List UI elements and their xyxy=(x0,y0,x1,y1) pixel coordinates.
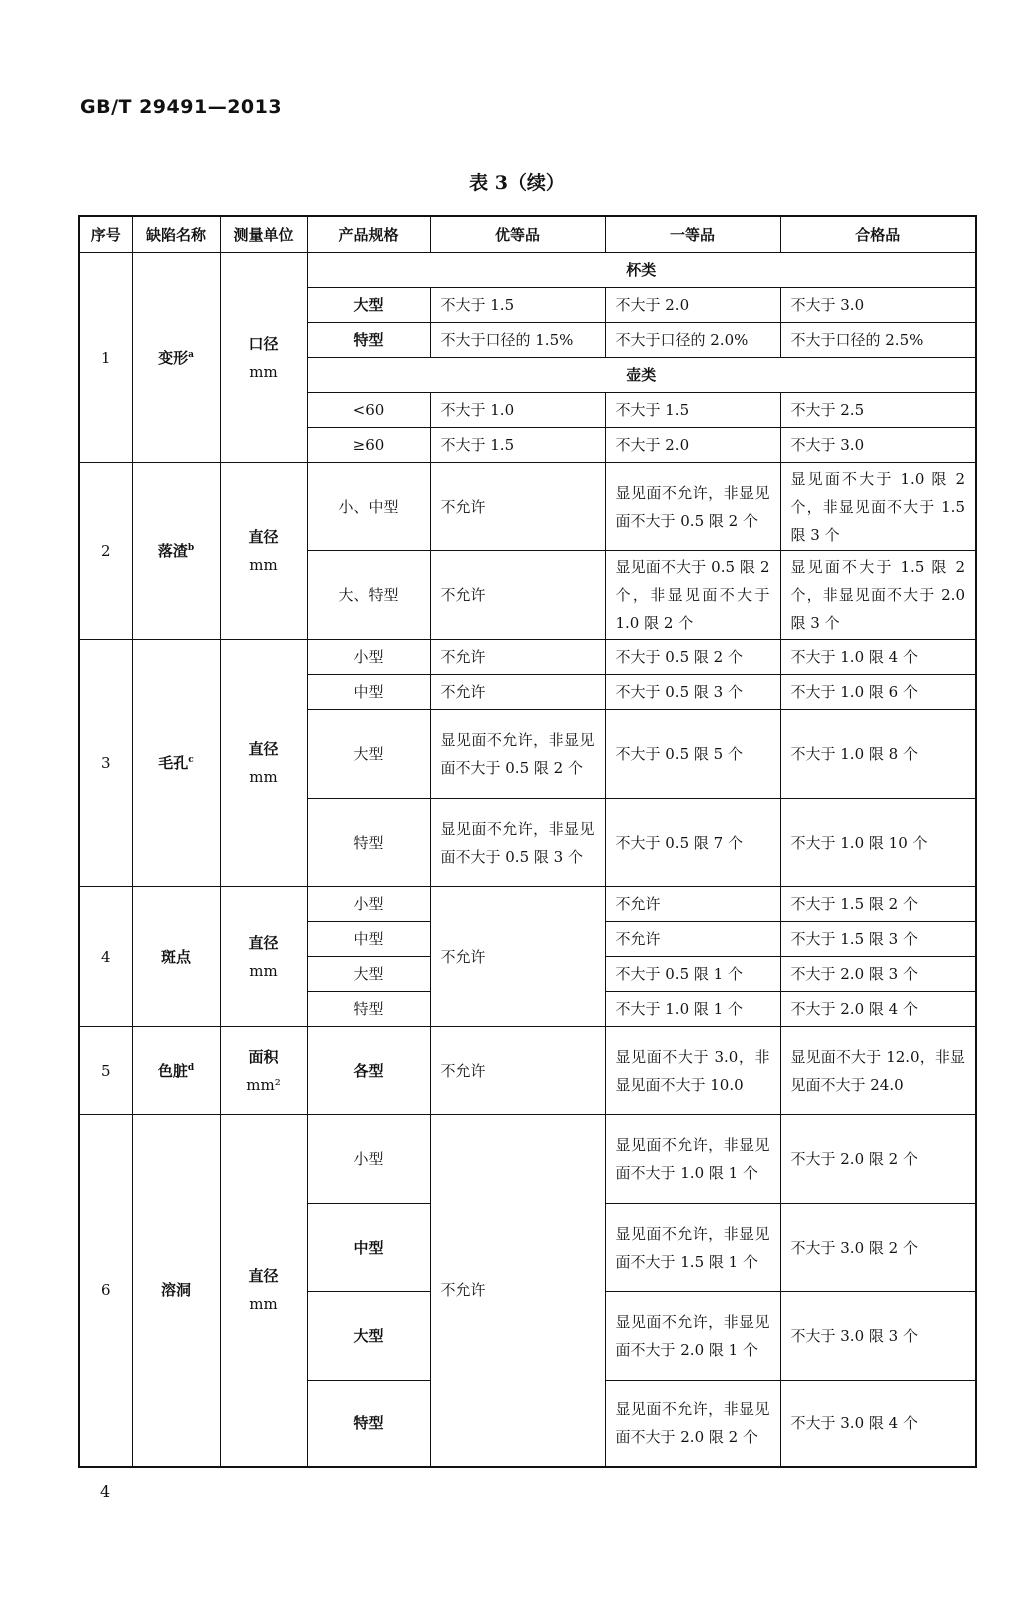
qualified-cell: 不大于 1.5 限 3 个 xyxy=(780,922,976,957)
standard-code: GB/T 29491—2013 xyxy=(80,96,283,118)
table-row xyxy=(79,463,976,551)
spec-cell: 小型 xyxy=(307,887,430,922)
qualified-cell: 不大于 1.0 限 6 个 xyxy=(780,675,976,710)
spec-cell: 大型 xyxy=(307,710,430,799)
first-cell: 显见面不允许，非显见面不大于 1.0 限 1 个 xyxy=(605,1115,780,1204)
spec-cell: 特型 xyxy=(307,323,430,358)
table-row xyxy=(79,640,976,675)
table-row xyxy=(79,1027,976,1115)
defect-name: 斑点 xyxy=(132,887,220,1027)
first-cell: 不大于 0.5 限 3 个 xyxy=(605,675,780,710)
measure-unit: 直径 mm xyxy=(220,887,307,1027)
qualified-cell: 不大于口径的 2.5% xyxy=(780,323,976,358)
first-cell: 显见面不允许，非显见面不大于 0.5 限 2 个 xyxy=(605,463,780,551)
first-cell: 不大于 0.5 限 5 个 xyxy=(605,710,780,799)
qualified-cell: 不大于 1.5 限 2 个 xyxy=(780,887,976,922)
first-cell: 显见面不允许，非显见面不大于 1.5 限 1 个 xyxy=(605,1204,780,1292)
qualified-cell: 不大于 3.0 xyxy=(780,428,976,463)
measure-unit: 面积 mm² xyxy=(220,1027,307,1115)
col-header: 优等品 xyxy=(430,216,605,253)
defect-name: 变形$^a$ xyxy=(132,253,220,463)
defect-no: 6 xyxy=(79,1115,132,1467)
superior-cell: 不允许 xyxy=(430,551,605,640)
defect-no: 3 xyxy=(79,640,132,887)
col-header: 合格品 xyxy=(780,216,976,253)
qualified-cell: 不大于 2.5 xyxy=(780,393,976,428)
first-cell: 显见面不大于 3.0，非显见面不大于 10.0 xyxy=(605,1027,780,1115)
superior-cell: 不允许 xyxy=(430,1115,605,1467)
spec-cell: 特型 xyxy=(307,992,430,1027)
superior-cell: 不允许 xyxy=(430,463,605,551)
defect-name: 溶洞 xyxy=(132,1115,220,1467)
col-header: 序号 xyxy=(79,216,132,253)
qualified-cell: 不大于 2.0 限 2 个 xyxy=(780,1115,976,1204)
spec-cell: 中型 xyxy=(307,922,430,957)
superior-cell: 不允许 xyxy=(430,1027,605,1115)
superior-cell: 不允许 xyxy=(430,675,605,710)
table-row xyxy=(79,1115,976,1204)
first-cell: 不大于 2.0 xyxy=(605,428,780,463)
defect-no: 1 xyxy=(79,253,132,463)
table-row xyxy=(79,253,976,288)
spec-cell: 大型 xyxy=(307,957,430,992)
qualified-cell: 不大于 3.0 限 3 个 xyxy=(780,1292,976,1381)
first-cell: 不大于 0.5 限 2 个 xyxy=(605,640,780,675)
first-cell: 显见面不大于 0.5 限 2 个，非显见面不大于 1.0 限 2 个 xyxy=(605,551,780,640)
qualified-cell: 不大于 1.0 限 8 个 xyxy=(780,710,976,799)
first-cell: 不大于 1.0 限 1 个 xyxy=(605,992,780,1027)
table-title: 表 3（续） xyxy=(469,172,565,194)
defect-no: 4 xyxy=(79,887,132,1027)
spec-cell: 特型 xyxy=(307,1381,430,1467)
spec-cell: <60 xyxy=(307,393,430,428)
measure-unit: 直径 mm xyxy=(220,463,307,640)
spec-cell: 中型 xyxy=(307,675,430,710)
first-cell: 不大于 1.5 xyxy=(605,393,780,428)
superior-cell: 不大于口径的 1.5% xyxy=(430,323,605,358)
superior-cell: 不大于 1.0 xyxy=(430,393,605,428)
qualified-cell: 不大于 2.0 限 3 个 xyxy=(780,957,976,992)
qualified-cell: 不大于 3.0 限 4 个 xyxy=(780,1381,976,1467)
col-header: 缺陷名称 xyxy=(132,216,220,253)
defect-name: 色脏$^d$ xyxy=(132,1027,220,1115)
superior-cell: 不允许 xyxy=(430,887,605,1027)
qualified-cell: 显见面不大于 1.0 限 2 个，非显见面不大于 1.5 限 3 个 xyxy=(780,463,976,551)
defect-no: 5 xyxy=(79,1027,132,1115)
col-header: 产品规格 xyxy=(307,216,430,253)
group-label: 杯类 xyxy=(307,253,976,288)
first-cell: 不允许 xyxy=(605,887,780,922)
superior-cell: 不大于 1.5 xyxy=(430,428,605,463)
qualified-cell: 不大于 1.0 限 10 个 xyxy=(780,799,976,887)
spec-cell: 大型 xyxy=(307,1292,430,1381)
first-cell: 不大于 0.5 限 1 个 xyxy=(605,957,780,992)
superior-cell: 显见面不允许，非显见面不大于 0.5 限 2 个 xyxy=(430,710,605,799)
defect-no: 2 xyxy=(79,463,132,640)
table-row xyxy=(79,887,976,922)
page-number: 4 xyxy=(100,1482,111,1501)
first-cell: 不大于口径的 2.0% xyxy=(605,323,780,358)
spec-cell: 大、特型 xyxy=(307,551,430,640)
spec-cell: ≥60 xyxy=(307,428,430,463)
spec-cell: 小型 xyxy=(307,640,430,675)
spec-cell: 小、中型 xyxy=(307,463,430,551)
defect-name: 毛孔$^c$ xyxy=(132,640,220,887)
superior-cell: 显见面不允许，非显见面不大于 0.5 限 3 个 xyxy=(430,799,605,887)
qualified-cell: 不大于 2.0 限 4 个 xyxy=(780,992,976,1027)
spec-cell: 各型 xyxy=(307,1027,430,1115)
first-cell: 显见面不允许，非显见面不大于 2.0 限 2 个 xyxy=(605,1381,780,1467)
spec-cell: 小型 xyxy=(307,1115,430,1204)
measure-unit: 直径 mm xyxy=(220,640,307,887)
qualified-cell: 不大于 1.0 限 4 个 xyxy=(780,640,976,675)
spec-cell: 中型 xyxy=(307,1204,430,1292)
measure-unit: 直径 mm xyxy=(220,1115,307,1467)
table-header-row xyxy=(79,216,976,253)
qualified-cell: 不大于 3.0 xyxy=(780,288,976,323)
spec-cell: 特型 xyxy=(307,799,430,887)
superior-cell: 不允许 xyxy=(430,640,605,675)
qualified-cell: 不大于 3.0 限 2 个 xyxy=(780,1204,976,1292)
superior-cell: 不大于 1.5 xyxy=(430,288,605,323)
qualified-cell: 显见面不大于 12.0，非显见面不大于 24.0 xyxy=(780,1027,976,1115)
qualified-cell: 显见面不大于 1.5 限 2 个，非显见面不大于 2.0 限 3 个 xyxy=(780,551,976,640)
defect-table xyxy=(78,215,977,1468)
group-label: 壶类 xyxy=(307,358,976,393)
measure-unit: 口径 mm xyxy=(220,253,307,463)
spec-cell: 大型 xyxy=(307,288,430,323)
col-header: 测量单位 xyxy=(220,216,307,253)
first-cell: 不大于 0.5 限 7 个 xyxy=(605,799,780,887)
first-cell: 不允许 xyxy=(605,922,780,957)
first-cell: 不大于 2.0 xyxy=(605,288,780,323)
defect-name: 落渣$^b$ xyxy=(132,463,220,640)
col-header: 一等品 xyxy=(605,216,780,253)
first-cell: 显见面不允许，非显见面不大于 2.0 限 1 个 xyxy=(605,1292,780,1381)
